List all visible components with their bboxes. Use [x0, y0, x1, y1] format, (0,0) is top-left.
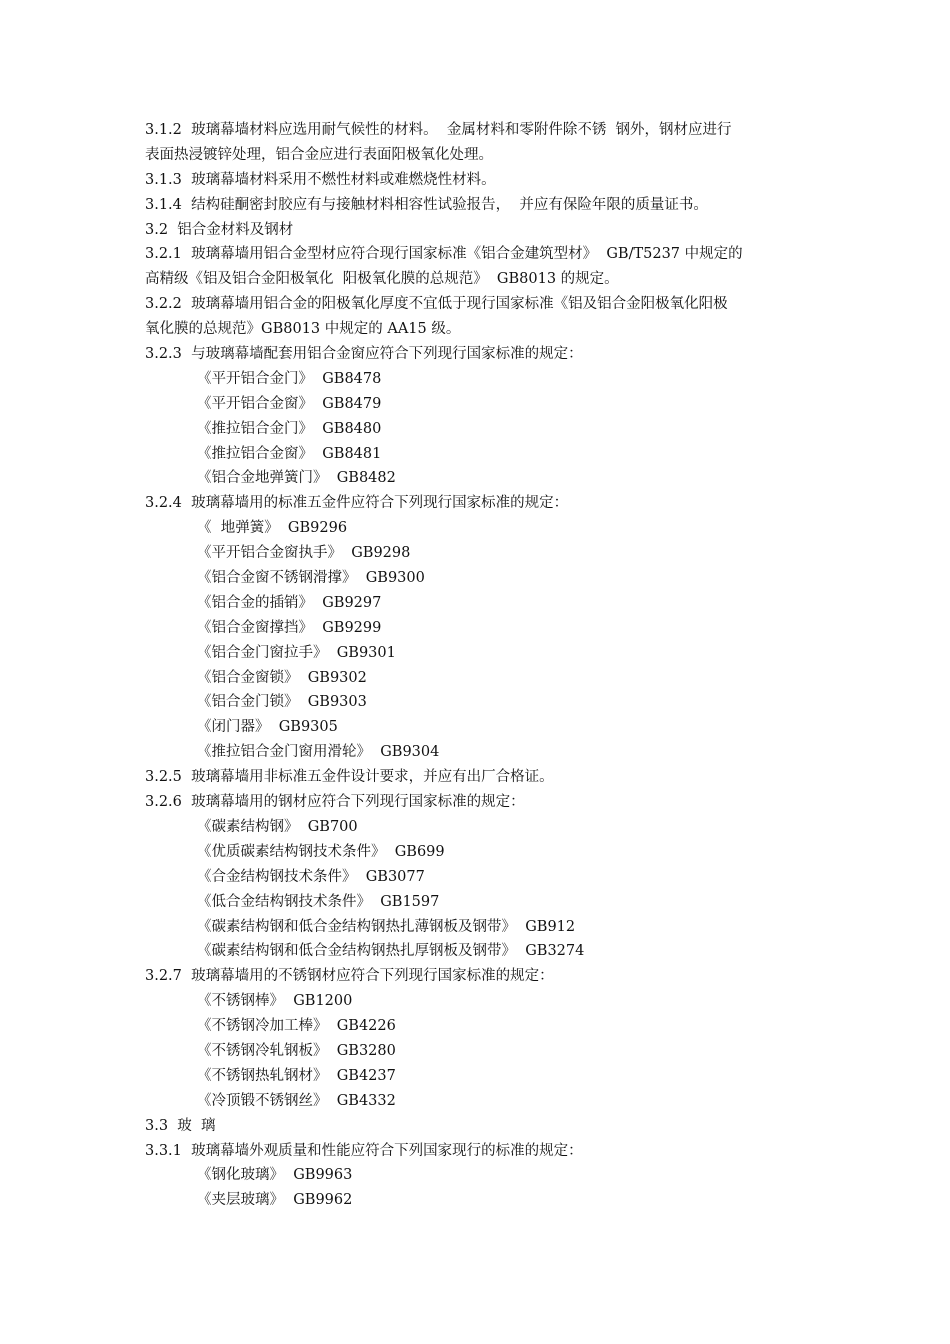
paragraph-line: 3.2.6 玻璃幕墙用的钢材应符合下列现行国家标准的规定： [145, 794, 525, 811]
document-page [145, 118, 810, 1213]
standard-list-item: 《 地弹簧》 GB9296 [197, 520, 348, 537]
standard-list-item: 《碳素结构钢和低合金结构钢热扎薄钢板及钢带》 GB912 [197, 918, 576, 935]
standard-list-item: 《铝合金窗不锈钢滑撑》 GB9300 [197, 570, 425, 587]
standard-list-item: 《推拉铝合金窗》 GB8481 [197, 445, 382, 462]
standard-list-item: 《铝合金门锁》 GB9303 [197, 694, 367, 711]
paragraph-line: 表面热浸镀锌处理，铝合金应进行表面阳极氧化处理。 [145, 146, 493, 163]
standard-list-item: 《优质碳素结构钢技术条件》 GB699 [197, 843, 445, 860]
standard-list-item: 《铝合金窗撑挡》 GB9299 [197, 619, 382, 636]
standard-list-item: 《推拉铝合金门》 GB8480 [197, 420, 382, 437]
standard-list-item: 《铝合金窗锁》 GB9302 [197, 669, 367, 686]
standard-list-item: 《铝合金门窗拉手》 GB9301 [197, 644, 396, 661]
standard-list-item: 《不锈钢冷轧钢板》 GB3280 [197, 1042, 396, 1059]
paragraph-line: 3.3 玻 璃 [145, 1117, 216, 1134]
paragraph-line: 3.3.1 玻璃幕墙外观质量和性能应符合下列国家现行的标准的规定： [145, 1142, 583, 1159]
standard-list-item: 《不锈钢冷加工棒》 GB4226 [197, 1018, 396, 1035]
standard-list-item: 《铝合金的插销》 GB9297 [197, 594, 382, 611]
standard-list-item: 《低合金结构钢技术条件》 GB1597 [197, 893, 440, 910]
standard-list-item: 《推拉铝合金门窗用滑轮》 GB9304 [197, 744, 440, 761]
standard-list-item: 《平开铝合金窗》 GB8479 [197, 395, 382, 412]
standard-list-item: 《铝合金地弹簧门》 GB8482 [197, 470, 396, 487]
paragraph-line: 3.2.5 玻璃幕墙用非标准五金件设计要求，并应有出厂合格证。 [145, 769, 554, 786]
standard-list-item: 《冷顶锻不锈钢丝》 GB4332 [197, 1092, 396, 1109]
standard-list-item: 《夹层玻璃》 GB9962 [197, 1192, 353, 1209]
standard-list-item: 《碳素结构钢》 GB700 [197, 818, 358, 835]
paragraph-line: 3.2.7 玻璃幕墙用的不锈钢材应符合下列现行国家标准的规定： [145, 968, 554, 985]
standard-list-item: 《不锈钢棒》 GB1200 [197, 993, 353, 1010]
paragraph-line: 3.1.2 玻璃幕墙材料应选用耐气候性的材料。 金属材料和零附件除不锈 钢外，钢材应进行 [145, 122, 732, 138]
standard-list-item: 《碳素结构钢和低合金结构钢热扎厚钢板及钢带》 GB3274 [197, 943, 585, 960]
paragraph-line: 3.2 铝合金材料及钢材 [145, 221, 294, 238]
standard-list-item: 《闭门器》 GB9305 [197, 719, 338, 736]
standard-list-item: 《钢化玻璃》 GB9963 [197, 1167, 353, 1184]
paragraph-line: 3.2.4 玻璃幕墙用的标准五金件应符合下列现行国家标准的规定： [145, 495, 569, 512]
paragraph-line: 3.2.1 玻璃幕墙用铝合金型材应符合现行国家标准《铝合金建筑型材》 GB/T5237 中规定的 [145, 246, 743, 263]
standard-list-item: 《平开铝合金窗执手》 GB9298 [197, 545, 411, 562]
standard-list-item: 《合金结构钢技术条件》 GB3077 [197, 868, 425, 885]
paragraph-line: 高精级《铝及铝合金阳极氧化 阳极氧化膜的总规范》 GB8013 的规定。 [145, 271, 619, 288]
paragraph-line: 3.1.3 玻璃幕墙材料采用不燃性材料或难燃烧性材料。 [145, 171, 496, 188]
paragraph-line: 3.2.3 与玻璃幕墙配套用铝合金窗应符合下列现行国家标准的规定： [145, 346, 583, 363]
standard-list-item: 《平开铝合金门》 GB8478 [197, 370, 382, 387]
paragraph-line: 3.2.2 玻璃幕墙用铝合金的阳极氧化厚度不宜低于现行国家标准《铝及铝合金阳极氧化阳极 [145, 296, 728, 313]
standard-list-item: 《不锈钢热轧钢材》 GB4237 [197, 1067, 396, 1084]
paragraph-line: 氧化膜的总规范》GB8013 中规定的 AA15 级。 [145, 321, 461, 338]
paragraph-line: 3.1.4 结构硅酮密封胶应有与接触材料相容性试验报告， 并应有保险年限的质量证书。 [145, 196, 708, 213]
